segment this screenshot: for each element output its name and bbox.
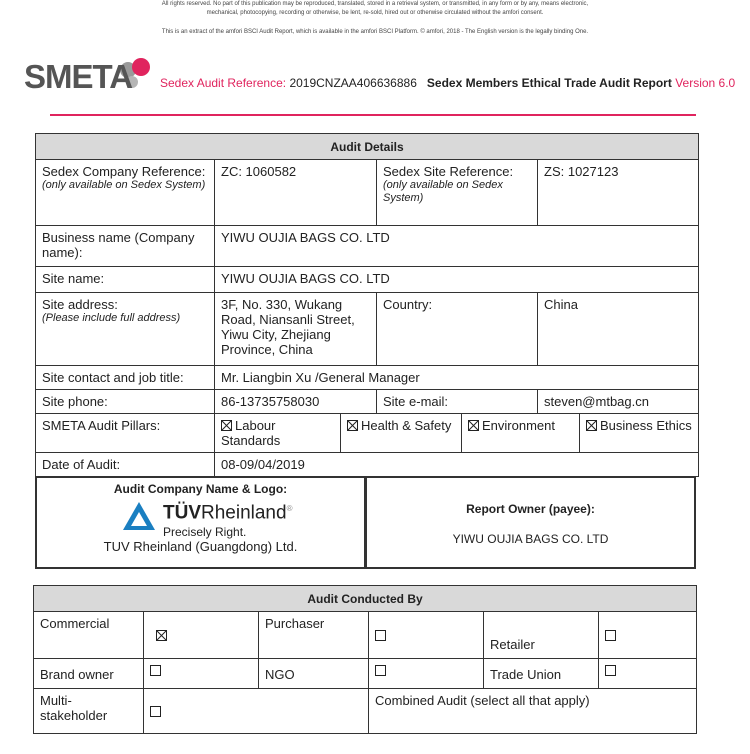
commercial-checkbox[interactable] — [143, 611, 259, 659]
site-ref-label: Sedex Site Reference: (only available on Sedex System) — [376, 159, 538, 226]
retailer-label: Retailer — [483, 611, 599, 659]
company-ref-label: Sedex Company Reference: (only available on Sedex System) — [35, 159, 215, 226]
multi-stakeholder-checkbox[interactable] — [143, 688, 369, 734]
ngo-label: NGO — [258, 658, 369, 689]
smeta-logo: SMETA — [24, 52, 154, 97]
site-contact: Mr. Liangbin Xu /General Manager — [214, 365, 699, 390]
ngo-checkbox[interactable] — [368, 658, 484, 689]
site-phone: 86-13735758030 — [214, 389, 377, 414]
pillar-environment[interactable]: Environment — [461, 413, 580, 453]
country-label: Country: — [376, 292, 538, 366]
pillar-labour[interactable]: Labour Standards — [214, 413, 341, 453]
commercial-label: Commercial — [33, 611, 144, 659]
audit-date: 08-09/04/2019 — [214, 452, 699, 477]
brand-owner-label: Brand owner — [33, 658, 144, 689]
tuv-logo: TÜVRheinland® Precisely Right. — [43, 497, 358, 539]
pillar-business-ethics[interactable]: Business Ethics — [579, 413, 699, 453]
audit-details-title: Audit Details — [35, 133, 699, 160]
email-label: Site e-mail: — [376, 389, 538, 414]
extract-notice: This is an extract of the amfori BSCI Audit Report, which is available in the amfori BSCI Platform. © amfori, 2018 - The English version is the legally binding One. — [161, 29, 589, 35]
copyright-notice-2: mechanical, photocopying, recording or otherwise, be lent, re-sold, hired out or otherwise circulated without the amfori consent. — [206, 10, 544, 16]
checkbox-checked-icon — [586, 420, 597, 431]
purchaser-checkbox[interactable] — [368, 611, 484, 659]
report-owner-box: Report Owner (payee): YIWU OUJIA BAGS CO. LTD — [365, 476, 696, 569]
site-name: YIWU OUJIA BAGS CO. LTD — [214, 266, 699, 293]
pillar-health-safety[interactable]: Health & Safety — [340, 413, 462, 453]
report-header: Sedex Audit Reference: 2019CNZAA406636886 Sedex Members Ethical Trade Audit Report Version 6.0 — [160, 76, 736, 90]
purchaser-label: Purchaser — [258, 611, 369, 659]
business-label: Business name (Company name): — [35, 225, 215, 267]
header-divider — [50, 114, 696, 116]
pillars-label: SMETA Audit Pillars: — [35, 413, 215, 453]
audit-conducted-title: Audit Conducted By — [33, 585, 697, 612]
combined-audit-label: Combined Audit (select all that apply) — [368, 688, 697, 734]
audit-company-box: Audit Company Name & Logo: TÜVRheinland® Precisely Right. TUV Rheinland (Guangdong) Ltd. — [35, 476, 366, 569]
site-name-label: Site name: — [35, 266, 215, 293]
checkbox-checked-icon — [347, 420, 358, 431]
tuv-triangle-icon — [121, 500, 157, 532]
trade-union-label: Trade Union — [483, 658, 599, 689]
retailer-checkbox[interactable] — [598, 611, 697, 659]
checkbox-checked-icon — [221, 420, 232, 431]
business-name: YIWU OUJIA BAGS CO. LTD — [214, 225, 699, 267]
country: China — [537, 292, 699, 366]
site-email: steven@mtbag.cn — [537, 389, 699, 414]
contact-label: Site contact and job title: — [35, 365, 215, 390]
site-ref: ZS: 1027123 — [537, 159, 699, 226]
brand-owner-checkbox[interactable] — [143, 658, 259, 689]
phone-label: Site phone: — [35, 389, 215, 414]
date-label: Date of Audit: — [35, 452, 215, 477]
checkbox-checked-icon — [468, 420, 479, 431]
checkbox-checked-icon — [156, 630, 167, 641]
multi-stakeholder-label: Multi-stakeholder — [33, 688, 144, 734]
site-address: 3F, No. 330, Wukang Road, Niansanli Street, Yiwu City, Zhejiang Province, China — [214, 292, 377, 366]
trade-union-checkbox[interactable] — [598, 658, 697, 689]
copyright-notice: All rights reserved. No part of this publication may be reproduced, translated, stored in a retrieval system, or transmitted, in any form or by any, means electronic, — [161, 1, 589, 7]
company-ref: ZC: 1060582 — [214, 159, 377, 226]
address-label: Site address: (Please include full address) — [35, 292, 215, 366]
